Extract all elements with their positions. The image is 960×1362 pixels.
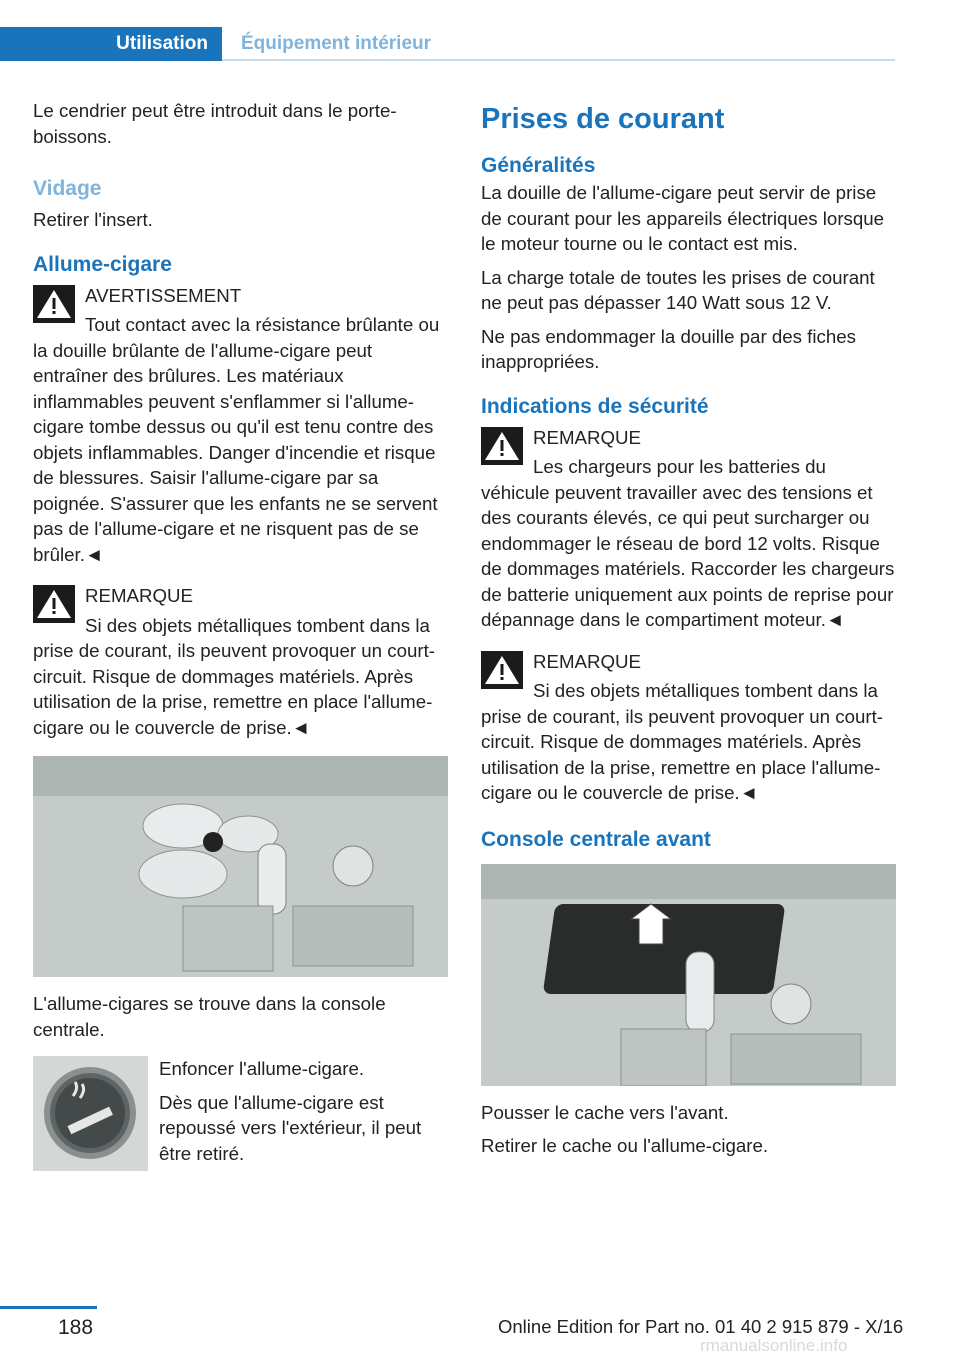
generalites-heading: Généralités [481, 154, 596, 177]
notice-block [481, 425, 896, 633]
section-label: Utilisation [116, 33, 208, 54]
notice-title: REMARQUE [533, 650, 641, 672]
safety-heading: Indications de sécurité [481, 394, 709, 418]
cigarette-lighter-icon [33, 1056, 148, 1171]
notice-title: REMARQUE [533, 426, 641, 448]
cigarette-lighter-photo [33, 1056, 148, 1171]
warning-block [33, 283, 448, 568]
front-console-illustration [481, 864, 896, 1086]
edition-note: Online Edition for Part no. 01 40 2 915 879 - X/16 [498, 1316, 904, 1337]
warning-icon [481, 427, 523, 465]
section-tab [0, 27, 222, 61]
warning-title: AVERTISSEMENT [85, 284, 242, 306]
warning-icon [33, 285, 75, 323]
step-remove-lighter: Dès que l'allume-cigare est repoussé vers l'extérieur, il peut être retiré. [159, 1091, 422, 1164]
console-heading: Console centrale avant [481, 827, 711, 851]
notice-title: REMARQUE [85, 585, 193, 606]
vidage-text: Retirer l'insert. [33, 209, 153, 230]
front-console-photo [481, 864, 896, 1086]
lighter-step-block [33, 1056, 448, 1174]
notice-block [481, 649, 896, 806]
notice-text: Si des objets métalliques tombent dans la prise de courant, ils peuvent provoquer un court-circuit. Risque de dommages matériels. Après utilisation de la prise, remettre en place l'allume-cigare ou le couvercle de prise.◄ [481, 680, 884, 803]
notice-block [33, 583, 448, 740]
lighter-instructions [159, 1056, 449, 1174]
warning-icon [33, 585, 75, 623]
intro-text: Le cendrier peut être introduit dans le porte-boissons. [33, 100, 397, 147]
notice-text: Les chargeurs pour les batteries du véhicule peuvent travailler avec des tensions et des courants élevés, ce qui peut surcharger ou endommager le réseau de bord 12 volts. Risque de dommages matériels. Raccorder les chargeurs de batterie uniquement aux points de reprise pour dépannage dans le compartiment moteur.◄ [481, 456, 895, 630]
console-caption-push: Pousser le cache vers l'avant. [481, 1101, 729, 1123]
section-title: Prises de courant [481, 103, 725, 135]
allume-cigare-heading: Allume-cigare [33, 252, 172, 276]
console-caption: L'allume-cigares se trouve dans la console centrale. [33, 993, 386, 1040]
vidage-heading: Vidage [33, 177, 102, 200]
watermark: rmanualsonline.info [700, 1336, 848, 1355]
step-push-lighter: Enfoncer l'allume-cigare. [159, 1058, 365, 1079]
generalites-p3: Ne pas endommager la douille par des fiches inappropriées. [481, 325, 857, 372]
footer-rule [0, 1306, 97, 1309]
left-column [33, 98, 448, 1174]
console-caption-remove: Retirer le cache ou l'allume-cigare. [481, 1135, 769, 1156]
generalites-p1: La douille de l'allume-cigare peut servir de prise de courant pour les appareils électriques lorsque le moteur tourne ou le contact est mis. [481, 182, 885, 254]
center-console-illustration [33, 756, 448, 977]
subsection-tab: Équipement intérieur [241, 33, 432, 54]
warning-text: Tout contact avec la résistance brûlante ou la douille brûlante de l'allume-cigare peut entraîner des brûlures. Les matériaux inflammables peuvent s'enflammer si l'allume-cigare tombe dessus ou qu'il est tenu contre des objets inflammables. Danger d'incendie et risque de blessures. Saisir l'allume-cigare par sa poignée. S'assurer que les enfants ne se servent pas de l'allume-cigare et ne risquent pas de se brûler.◄ [33, 314, 440, 565]
generalites-p2: La charge totale de toutes les prises de courant ne peut pas dépasser 140 Watt sous 12 V. [481, 266, 875, 313]
page-header [0, 27, 895, 61]
warning-icon [481, 651, 523, 689]
right-column [481, 98, 896, 1167]
header-rule [222, 59, 895, 61]
console-photo [33, 756, 448, 977]
notice-text: Si des objets métalliques tombent dans la prise de courant, ils peuvent provoquer un court-circuit. Risque de dommages matériels. Après utilisation de la prise, remettre en place l'allume-cigare ou le couvercle de prise.◄ [33, 614, 436, 738]
page-number: 188 [58, 1316, 94, 1339]
